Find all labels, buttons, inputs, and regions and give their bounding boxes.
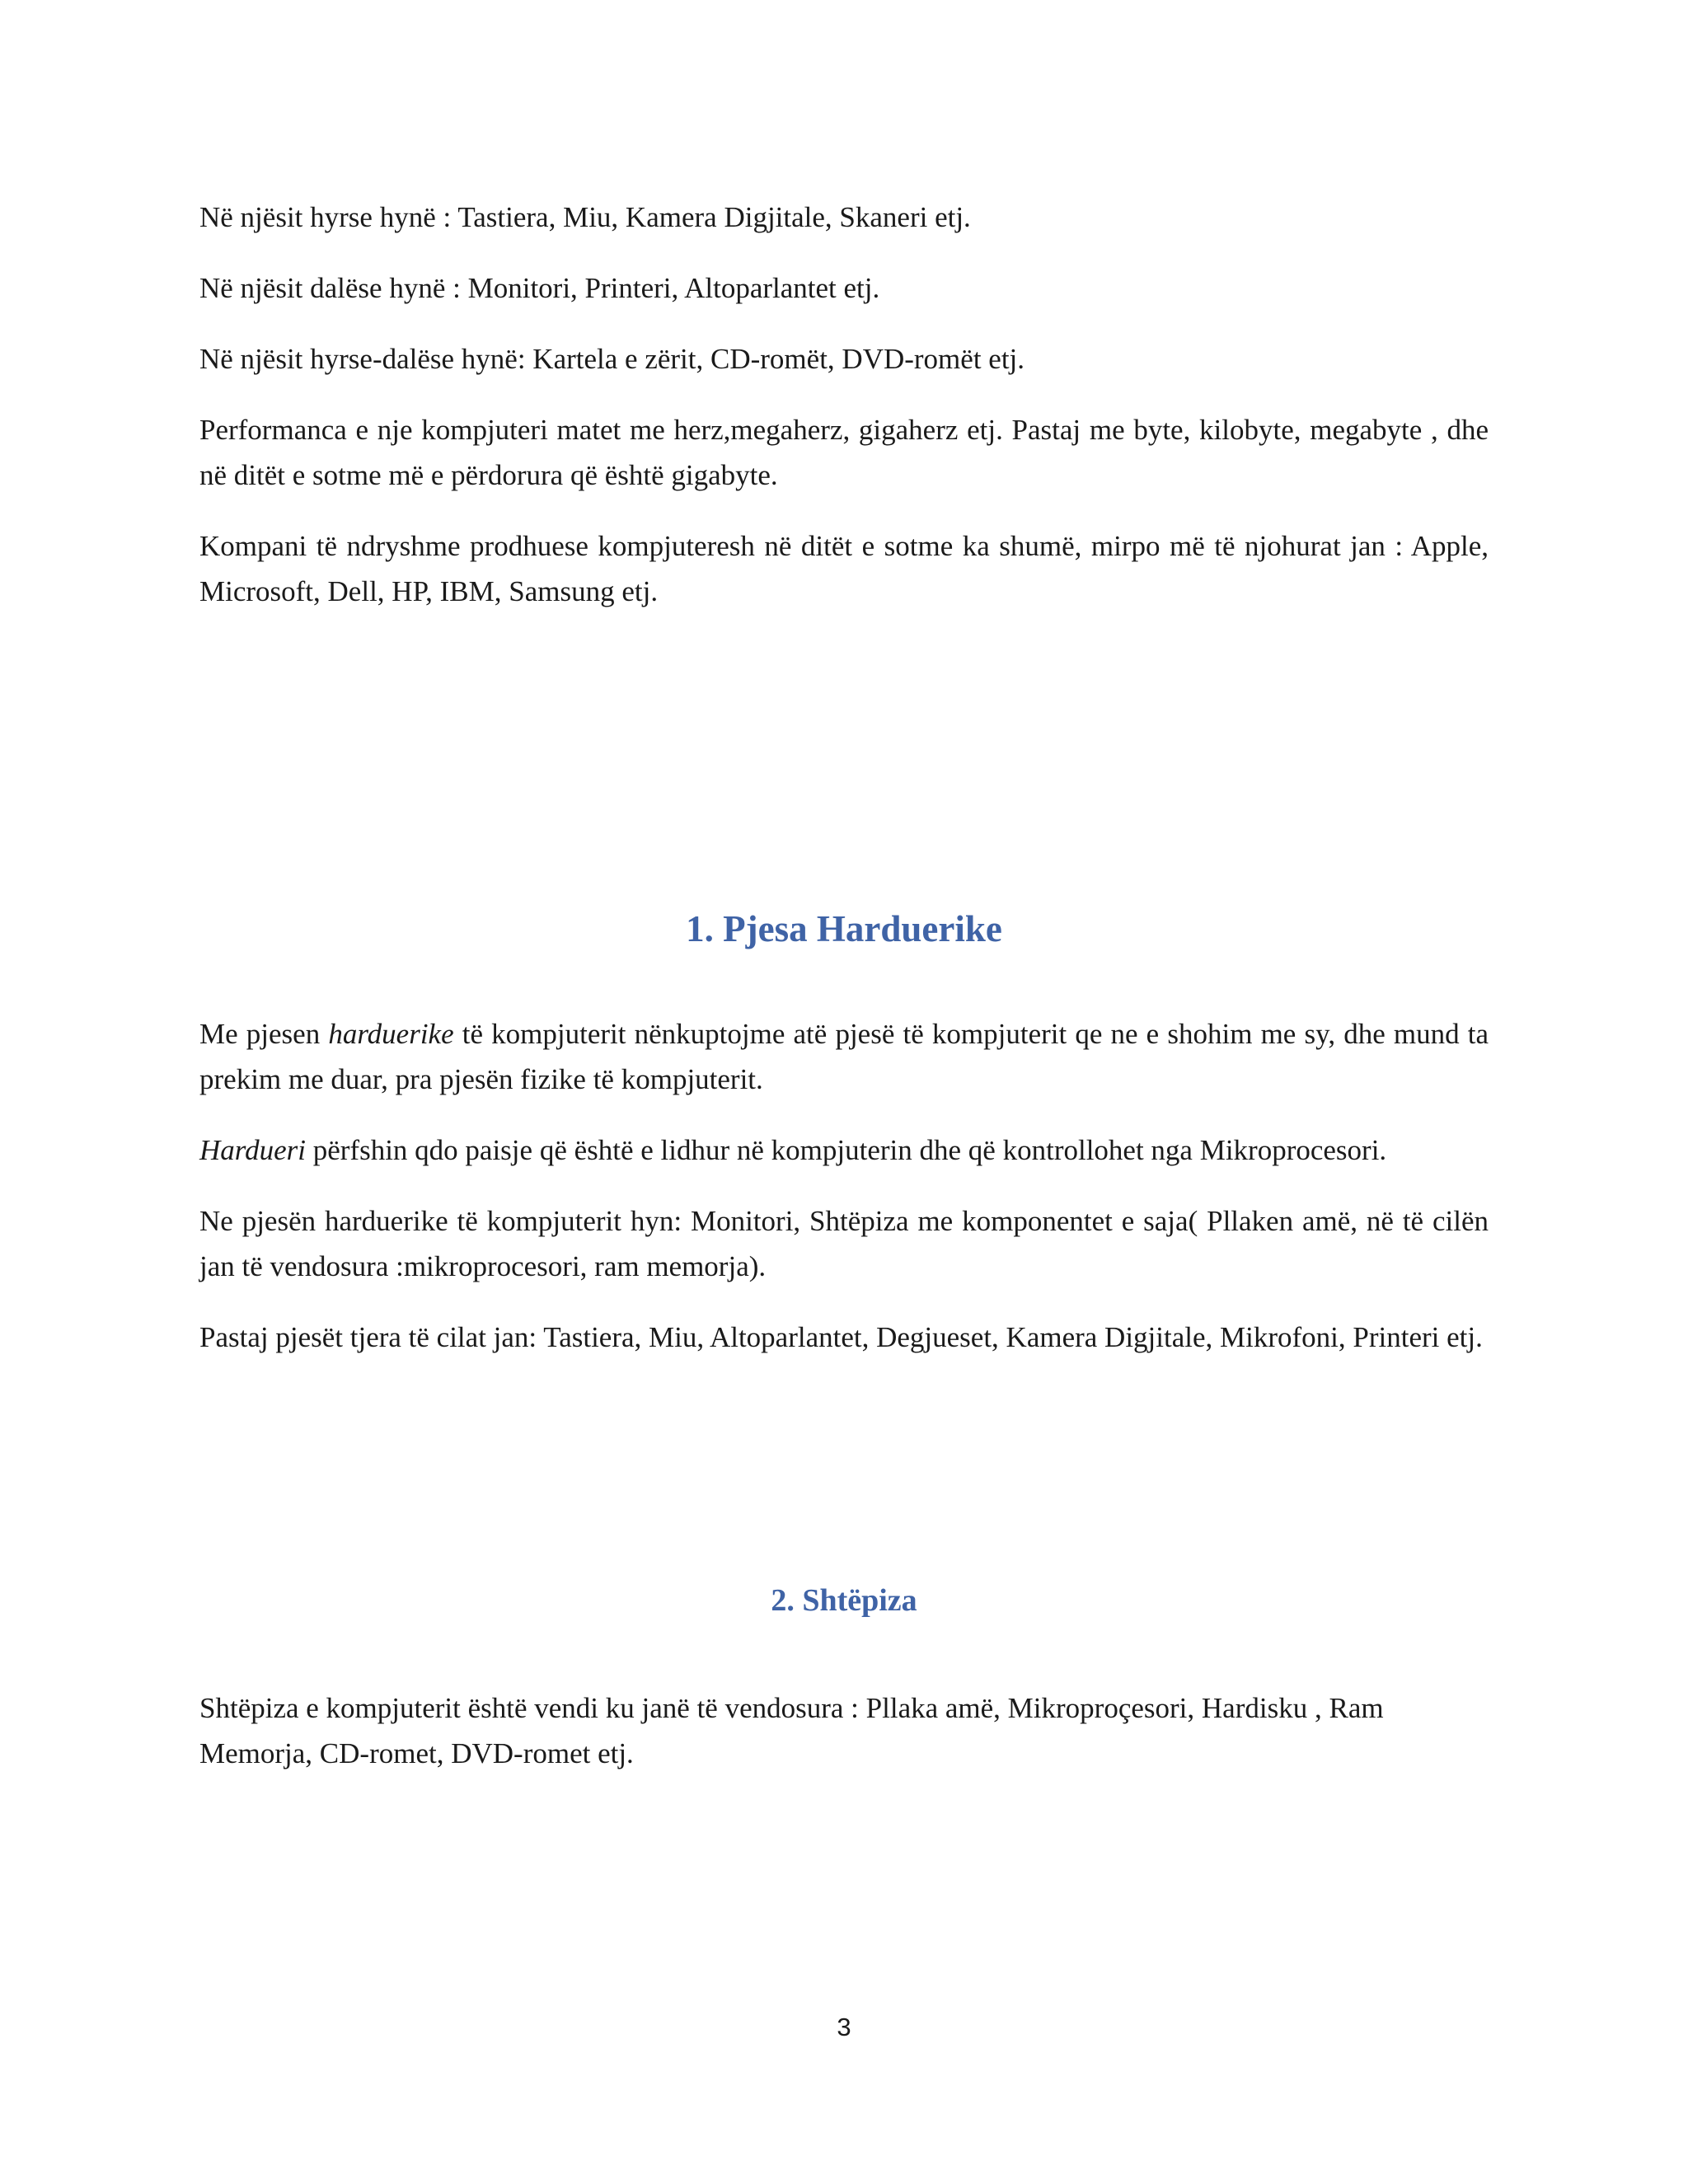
paragraph-input-units: Në njësit hyrse hynë : Tastiera, Miu, Kamera Digjitale, Skaneri etj. xyxy=(199,201,971,233)
text-segment: përfshin qdo paisje që është e lidhur në kompjuterin dhe që kontrollohet nga Mikroprocesori. xyxy=(305,1134,1387,1166)
paragraph-hardware-parts: Ne pjesën harduerike të kompjuterit hyn: Monitori, Shtëpiza me komponentet e saja( Pllaken amë, në të cilën jan të vendosura :mikroprocesori, ram memorja). xyxy=(199,1205,1489,1282)
section-heading-hardware: 1. Pjesa Harduerike xyxy=(686,908,1002,949)
paragraph-companies: Kompani të ndryshme prodhuese kompjuteresh në ditët e sotme ka shumë, mirpo më të njohurat jan : Apple, Microsoft, Dell, HP, IBM, Samsung etj. xyxy=(199,530,1489,607)
paragraph-other-parts: Pastaj pjesët tjera të cilat jan: Tastiera, Miu, Altoparlantet, Degjueset, Kamera Digjitale, Mikrofoni, Printeri etj. xyxy=(199,1321,1483,1353)
emphasis-term: harduerike xyxy=(328,1018,454,1050)
page-number: 3 xyxy=(837,2013,851,2041)
paragraph-performance: Performanca e nje kompjuteri matet me herz,megaherz, gigaherz etj. Pastaj me byte, kilobyte, megabyte , dhe në ditët e sotme më e përdorura që është gigabyte. xyxy=(199,414,1489,491)
paragraph-case-description: Shtëpiza e kompjuterit është vendi ku janë të vendosura : Pllaka amë, Mikroproçesori, Hardisku , Ram Memorja, CD-romet, DVD-romet etj. xyxy=(199,1692,1384,1769)
text-segment: Me pjesen xyxy=(199,1018,329,1050)
paragraph-hardware-definition xyxy=(199,1011,1489,1102)
emphasis-term: Hardueri xyxy=(199,1134,306,1166)
text-segment: të kompjuterit nënkuptojme atë pjesë të kompjuterit qe ne e shohim me sy, dhe mund ta prekim me duar, pra pjesën fizike të kompjuterit. xyxy=(199,1018,1489,1095)
paragraph-io-units: Në njësit hyrse-dalëse hynë: Kartela e zërit, CD-romët, DVD-romët etj. xyxy=(199,343,1025,375)
section-heading-case: 2. Shtëpiza xyxy=(771,1583,917,1618)
page-content xyxy=(199,194,1489,1802)
paragraph-hardware-includes xyxy=(199,1127,1489,1173)
paragraph-output-units: Në njësit dalëse hynë : Monitori, Printeri, Altoparlantet etj. xyxy=(199,272,880,304)
